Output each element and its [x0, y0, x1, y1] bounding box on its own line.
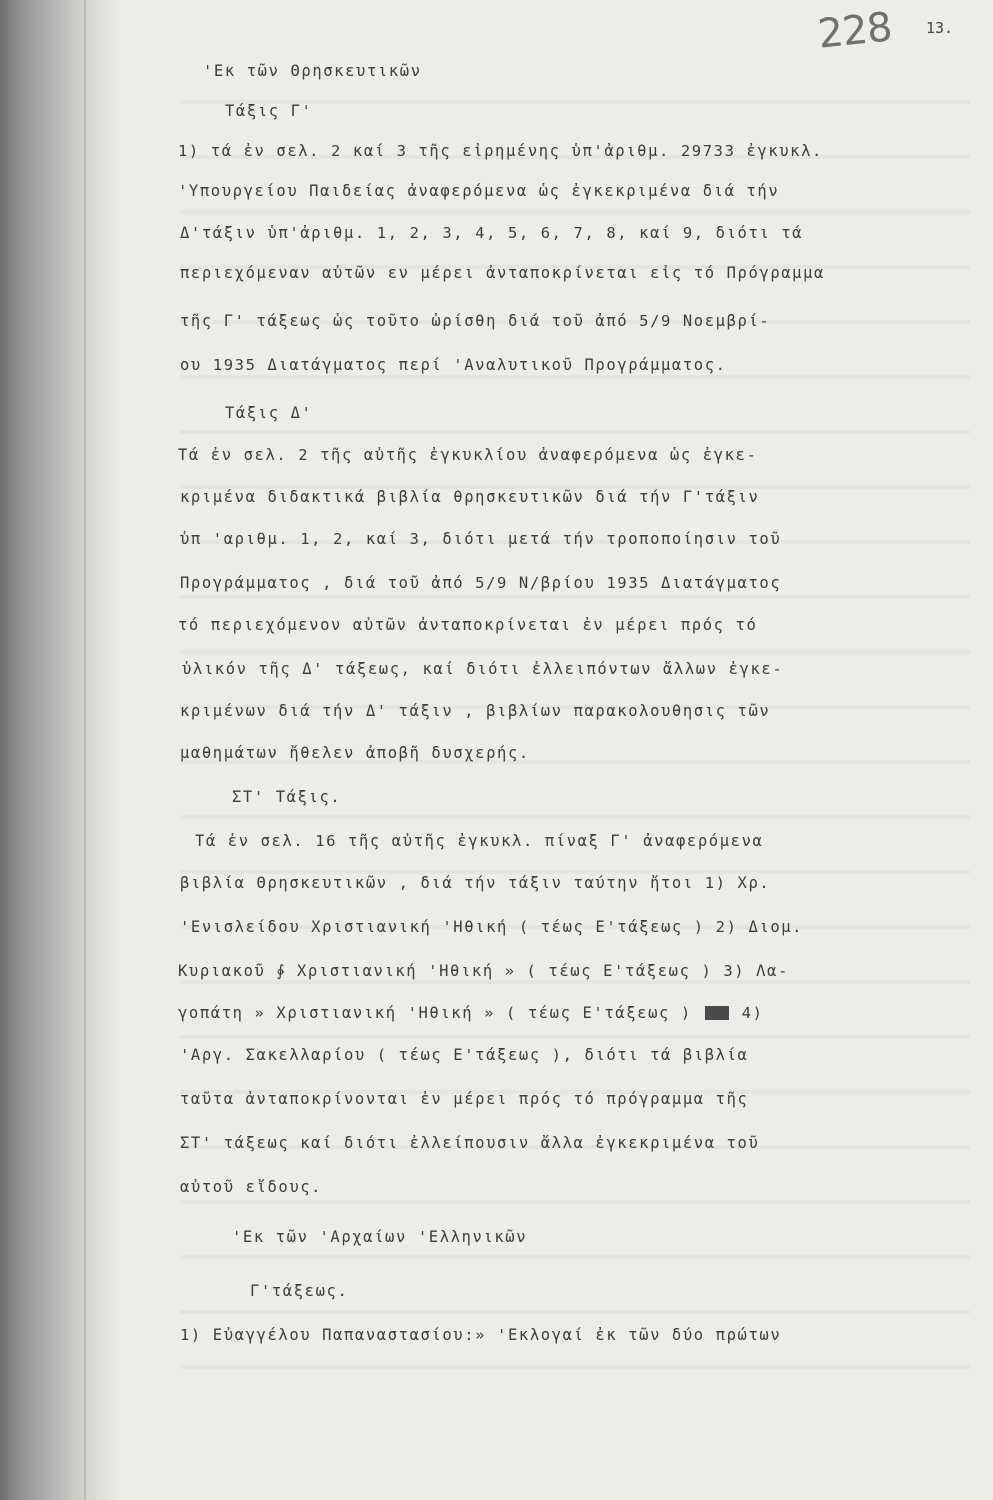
subheading-class-d: Τάξις Δ' [225, 404, 313, 422]
text-line: 'Υπουργείου Παιδείας ἀναφερόμενα ὡς ἐγκεκριμένα διά τήν [178, 182, 780, 200]
section-heading-religious: 'Εκ τῶν Θρησκευτικῶν [203, 62, 422, 80]
text-line-content: γοπάτη » Χριστιανική 'Ηθική » ( τέως Ε'τάξεως ) [178, 1004, 692, 1022]
text-line: 1) Εὐαγγέλου Παπαναστασίου:» 'Εκλογαί ἐκ τῶν δύο πρώτων [180, 1326, 782, 1344]
text-line: αὐτοῦ εἴδους. [180, 1178, 323, 1196]
text-line: κριμένων διά τήν Δ' τάξιν , βιβλίων παρακολουθησις τῶν [180, 702, 771, 720]
text-line: τῆς Γ' τάξεως ὡς τοῦτο ὡρίσθη διά τοῦ ἀπό 5/9 Νοεμβρί- [180, 312, 771, 330]
text-line: 1) τά ἐν σελ. 2 καί 3 τῆς εἰρημένης ὑπ'ἀριθμ. 29733 ἐγκυκλ. [178, 142, 823, 160]
binding-crease [84, 0, 86, 1500]
subheading-class-c-ancient: Γ'τάξεως. [250, 1282, 349, 1300]
list-number: 4) [741, 1004, 764, 1022]
text-line: 'Ενισλείδου Χριστιανική 'Ηθική ( τέως Ε'τάξεως ) 2) Διομ. [180, 918, 804, 936]
text-line: Τά ἐν σελ. 16 τῆς αὐτῆς ἐγκυκλ. πίναξ Γ' ἀναφερόμενα [195, 832, 764, 850]
text-line: βιβλία Θρησκευτικῶν , διά τήν τάξιν ταύτην ἤτοι 1) Χρ. [180, 874, 771, 892]
text-line: ὑπ 'αριθμ. 1, 2, καί 3, διότι μετά τήν τροποποίησιν τοῦ [180, 530, 782, 548]
text-line: 'Αργ. Σακελλαρίου ( τέως Ε'τάξεως ), διότι τά βιβλία [180, 1046, 749, 1064]
section-heading-ancient-greek: 'Εκ τῶν 'Αρχαίων 'Ελληνικῶν [232, 1228, 528, 1246]
text-line: τό περιεχόμενον αὐτῶν ἀνταποκρίνεται ἐν μέρει πρός τό [178, 616, 758, 634]
text-line: Τά ἐν σελ. 2 τῆς αὐτῆς ἐγκυκλίου ἀναφερόμενα ὡς ἐγκε- [178, 446, 758, 464]
text-line: κριμένα διδακτικά βιβλία θρησκευτικῶν διά τήν Γ'τάξιν [180, 488, 760, 506]
text-line: ΣΤ' τάξεως καί διότι ἐλλείπουσιν ἄλλα ἐγκεκριμένα τοῦ [180, 1134, 760, 1152]
text-line: Προγράμματος , διά τοῦ ἀπό 5/9 Ν/βρίου 1935 Διατάγματος [180, 574, 782, 592]
text-line: ου 1935 Διατάγματος περί 'Αναλυτικοῦ Προγράμματος. [180, 356, 727, 374]
subheading-class-c: Τάξις Γ' [225, 102, 313, 120]
struck-out-mark [705, 1006, 729, 1020]
subheading-class-f: ΣΤ' Τάξις. [232, 788, 342, 806]
text-line-with-strikeout [178, 1004, 764, 1022]
text-line: Δ'τάξιν ὑπ'ἀριθμ. 1, 2, 3, 4, 5, 6, 7, 8, καί 9, διότι τά [180, 224, 804, 242]
text-line: ὑλικόν τῆς Δ' τάξεως, καί διότι ἐλλειπόντων ἄλλων ἐγκε- [182, 660, 784, 678]
typed-page-number: 13. [926, 19, 954, 37]
handwritten-page-number: 228 [815, 4, 894, 58]
binding-shadow [0, 0, 118, 1500]
text-line: Κυριακοῦ ∳ Χριστιανική 'Ηθική » ( τέως Ε'τάξεως ) 3) Λα- [178, 962, 789, 980]
text-line: περιεχόμεναν αὐτῶν εν μέρει ἀνταποκρίνεται εἰς τό Πρόγραμμα [180, 264, 825, 282]
text-line: μαθημάτων ἤθελεν ἀποβῆ δυσχερής. [180, 744, 530, 762]
text-line: ταῦτα ἀνταποκρίνονται ἐν μέρει πρός τό πρόγραμμα τῆς [180, 1090, 749, 1108]
